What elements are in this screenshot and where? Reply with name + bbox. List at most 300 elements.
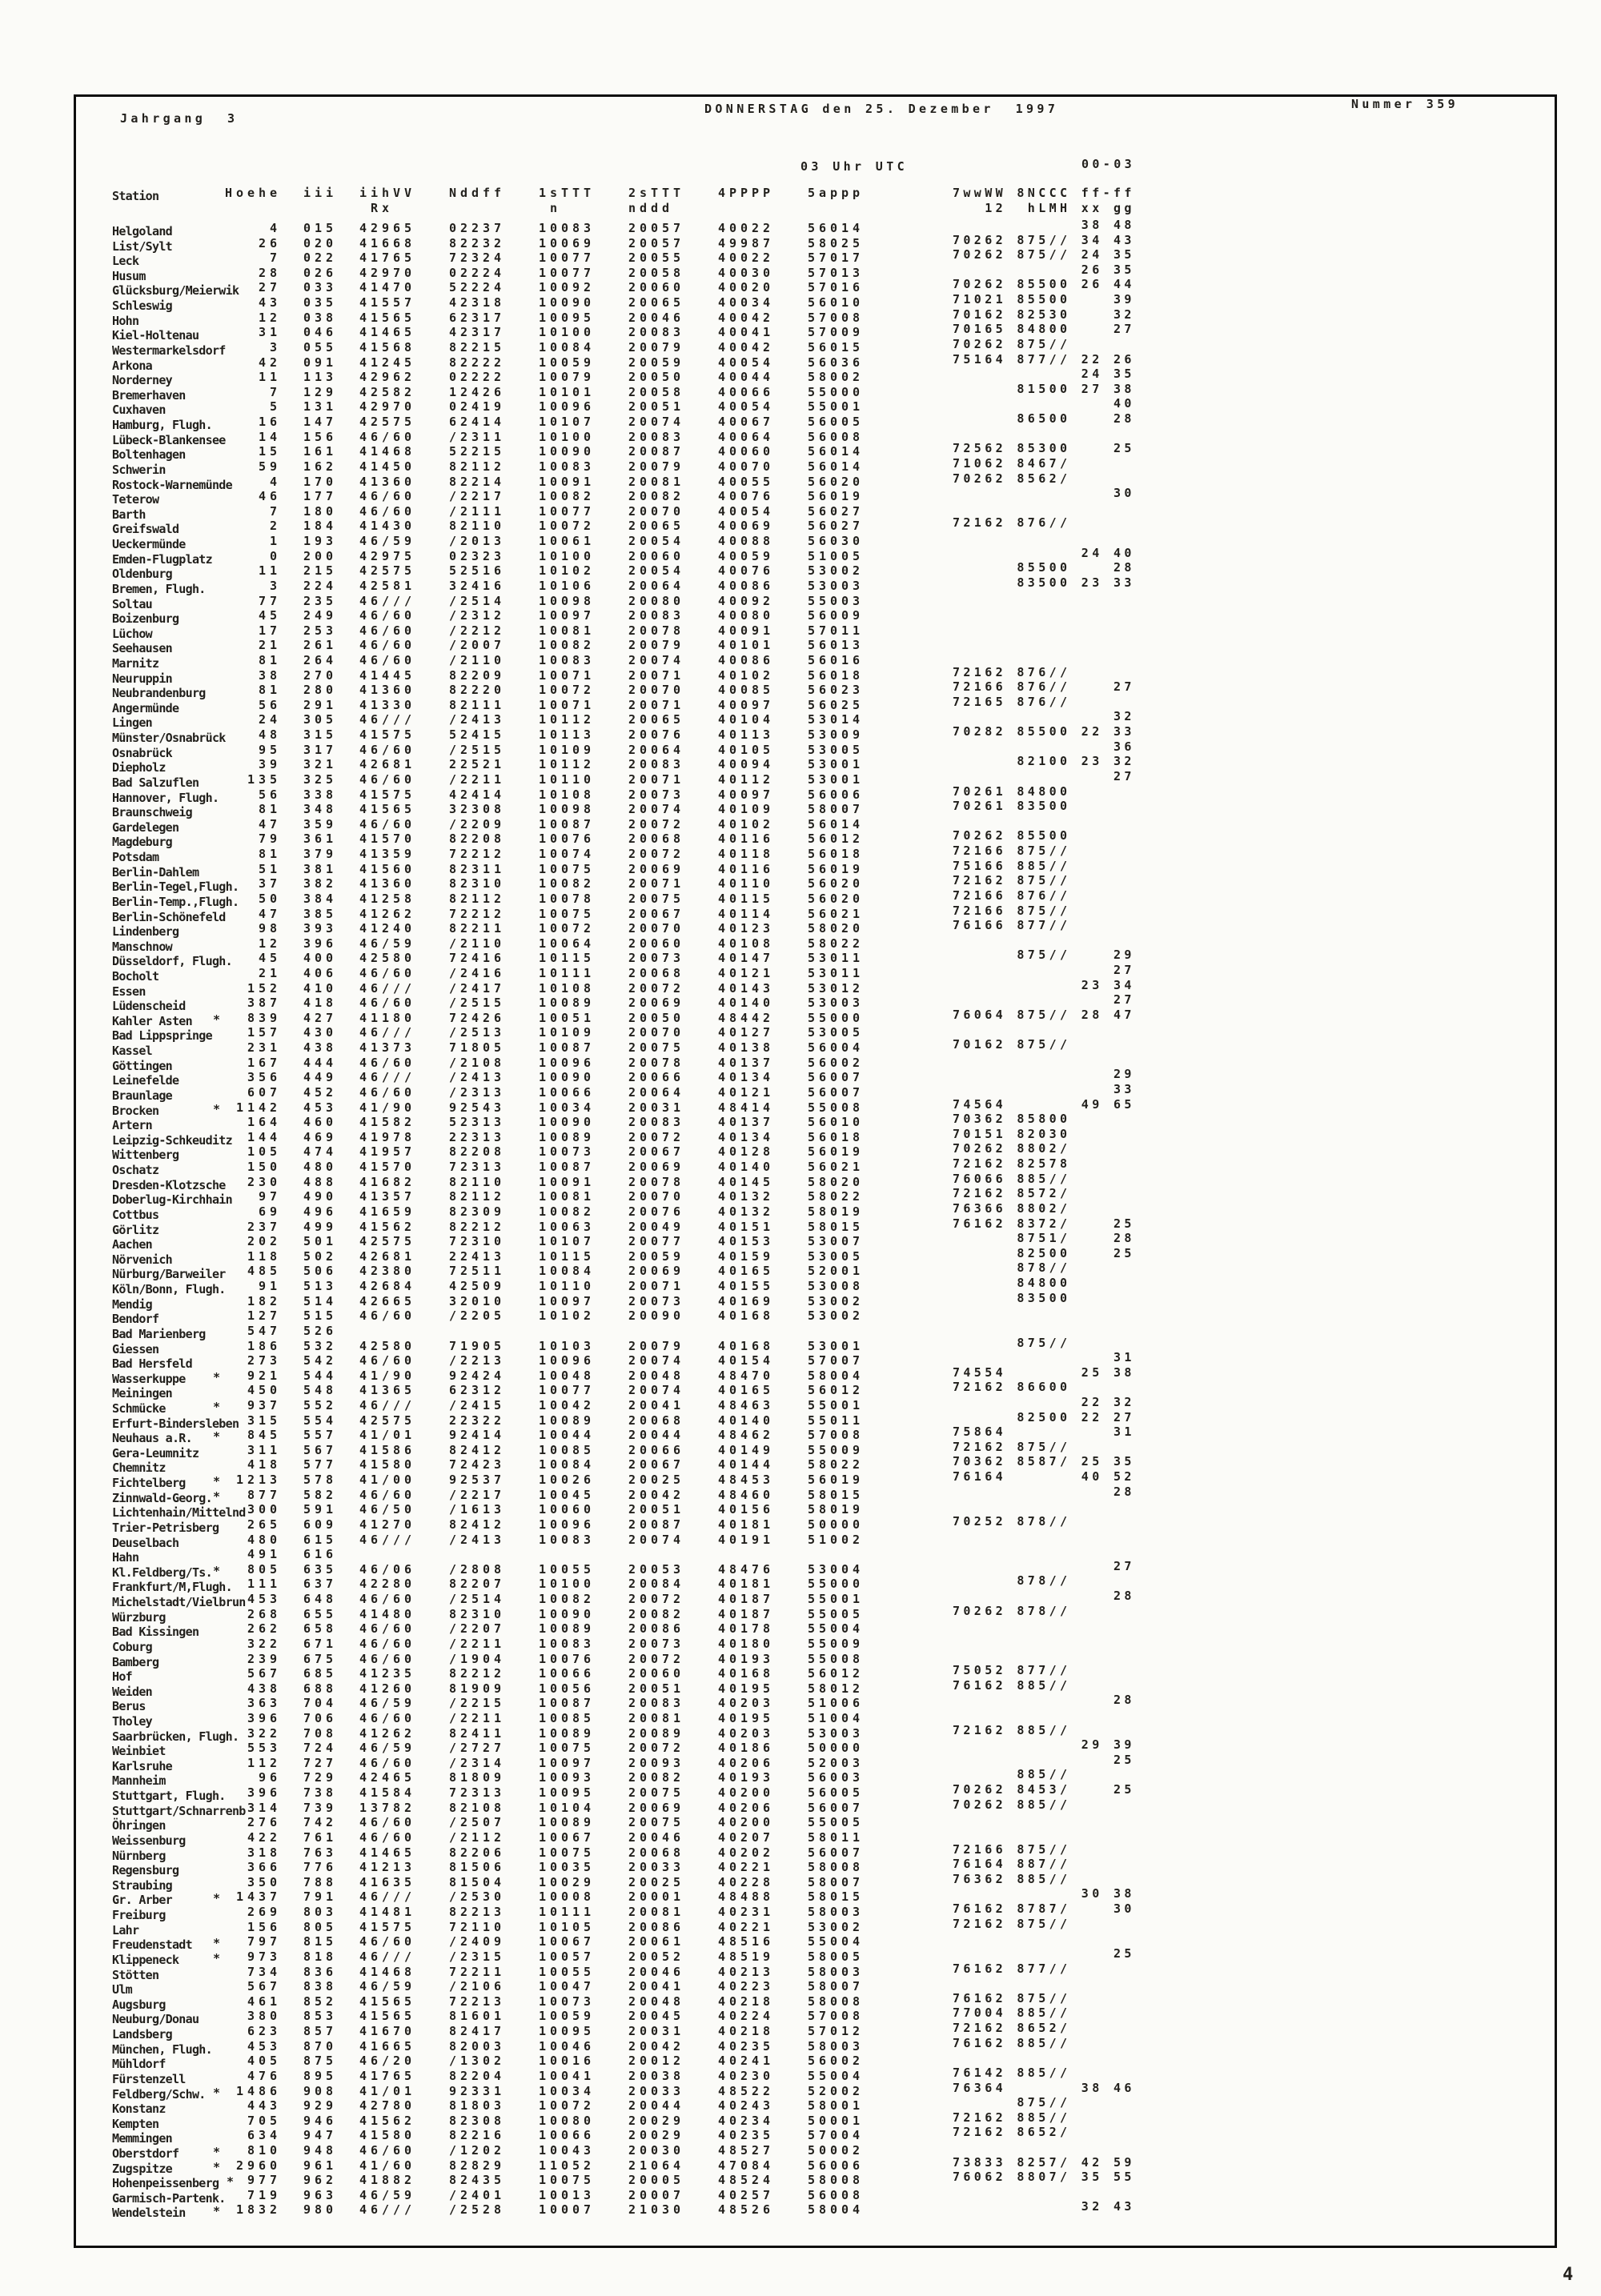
station-synop-data: 118 502 42681 22413 10115 20059 40159 53005 <box>236 1248 865 1264</box>
right-columns-subheader: 12 hLMH xx gg <box>953 201 1135 215</box>
station-synop-data: 43 035 41557 42318 10090 20065 40034 56010 <box>236 295 865 311</box>
station-synop-data: 845 557 41/01 92414 10044 20044 48462 57008 <box>236 1428 865 1443</box>
station-extra-data: 70165 84800 27 <box>953 322 1135 337</box>
station-synop-data: 24 305 46/// /2413 10112 20065 40104 53014 <box>236 712 865 727</box>
station-synop-data: 152 410 46/// /2417 10108 20072 40143 53012 <box>236 980 865 996</box>
mountain-station-marker: * <box>213 1950 220 1965</box>
mountain-station-marker: * <box>227 2174 234 2190</box>
station-extra-data: 83500 23 33 <box>953 575 1135 590</box>
station-extra-data: 70262 85500 <box>953 828 1135 843</box>
station-synop-data: 977 962 41882 82435 10075 20005 48524 58008 <box>236 2173 865 2188</box>
station-name: Artern <box>112 1118 152 1133</box>
station-name: Lingen <box>112 715 152 731</box>
station-extra-data: 72165 876// <box>953 694 1135 709</box>
station-synop-data: 56 291 41330 82111 10071 20071 40097 56025 <box>236 697 865 712</box>
right-columns-header: 7wwWW 8NCCC ff-ff <box>953 186 1135 200</box>
station-name: Bad Kissingen <box>112 1625 199 1640</box>
station-name: Hannover, Flugh. <box>112 790 219 805</box>
station-synop-data: 485 506 42380 72511 10084 20069 40165 52001 <box>236 1264 865 1279</box>
station-synop-data: 45 400 42580 72416 10115 20073 40147 53011 <box>236 951 865 966</box>
station-name: Wendelstein <box>112 2206 186 2221</box>
station-name: Wasserkuppe <box>112 1371 186 1386</box>
station-name: Norderney <box>112 373 172 388</box>
period-label: 00-03 <box>1081 157 1136 171</box>
station-name: Straubing <box>112 1877 172 1893</box>
station-extra-data: 29 39 <box>953 1737 1135 1753</box>
station-synop-data: 21 406 46/60 /2416 10111 20068 40121 53011 <box>236 966 865 980</box>
station-synop-data: 805 635 46/06 /2808 10055 20053 48476 53004 <box>236 1561 865 1577</box>
station-name: Trier-Petrisberg <box>112 1520 219 1535</box>
station-synop-data: 921 544 41/90 92424 10048 20048 48470 58004 <box>236 1368 865 1383</box>
main-columns-subheader: Rx n nddd <box>225 201 674 215</box>
station-name: Soltau <box>112 596 152 611</box>
station-synop-data: 318 763 41465 82206 10075 20068 40202 56007 <box>236 1845 865 1860</box>
mountain-station-marker: * <box>213 1429 220 1445</box>
station-synop-data: 230 488 41682 82110 10091 20078 40145 58020 <box>236 1174 865 1189</box>
station-extra-data: 76064 875// 28 47 <box>953 1007 1135 1022</box>
station-synop-data: 438 688 41260 81909 10056 20051 40195 58012 <box>236 1681 865 1696</box>
station-name: Landsberg <box>112 2027 172 2042</box>
station-extra-data: 72162 86600 <box>953 1380 1135 1395</box>
station-extra-data: 72166 875// <box>953 843 1135 859</box>
station-synop-data: 356 449 46/// /2413 10090 20066 40134 56007 <box>236 1070 865 1085</box>
station-synop-data: 491 616 <box>236 1547 338 1562</box>
station-synop-data: 156 805 41575 72110 10105 20086 40221 53002 <box>236 1919 865 1934</box>
station-synop-data: 1142 453 41/90 92543 10034 20031 48414 55008 <box>236 1100 865 1115</box>
station-extra-data: 77004 885// <box>953 2005 1135 2021</box>
station-synop-data: 26 020 41668 82232 10069 20057 49987 58025 <box>236 235 865 250</box>
station-name: Stötten <box>112 1967 159 1982</box>
station-name: Manschnow <box>112 939 172 954</box>
station-synop-data: 12 038 41565 62317 10095 20046 40042 57008 <box>236 310 865 325</box>
mountain-station-marker: * <box>213 1891 220 1906</box>
station-name: Dresden-Klotzsche <box>112 1177 226 1192</box>
station-synop-data: 1213 578 41/00 92537 10026 20025 48453 56019 <box>236 1473 865 1488</box>
station-synop-data: 16 147 42575 62414 10107 20074 40067 56005 <box>236 415 865 430</box>
station-name: Stuttgart, Flugh. <box>112 1789 226 1804</box>
station-name: Braunschweig <box>112 805 192 820</box>
station-name: Schmücke <box>112 1400 166 1416</box>
station-extra-data: 72166 875// <box>953 1841 1135 1857</box>
station-name: Augsburg <box>112 1997 166 2012</box>
station-synop-data: 7 022 41765 72324 10077 20055 40022 57017 <box>236 250 865 266</box>
station-name: Gardelegen <box>112 819 179 835</box>
station-synop-data: 11 215 42575 52516 10102 20054 40076 53002 <box>236 563 865 579</box>
station-name: Neuruppin <box>112 671 172 686</box>
station-extra-data: 30 <box>953 486 1135 501</box>
station-extra-data: 28 <box>953 1484 1135 1499</box>
station-synop-data: 1832 980 46/// /2528 10007 21030 48526 58004 <box>236 2202 865 2218</box>
mountain-station-marker: * <box>213 2204 220 2219</box>
station-name: Stuttgart/Schnarrenb <box>112 1803 246 1818</box>
station-synop-data: 39 321 42681 22521 10112 20083 40094 53001 <box>236 757 865 772</box>
station-synop-data: 56 338 41575 42414 10108 20073 40097 56006 <box>236 787 865 802</box>
station-extra-data: 75052 877// <box>953 1663 1135 1678</box>
station-name: Berlin-Tegel,Flugh. <box>112 880 239 895</box>
station-extra-data: 76164 40 52 <box>953 1469 1135 1485</box>
station-synop-data: 322 708 41262 82411 10089 20089 40203 53003 <box>236 1725 865 1741</box>
station-name: Weissenburg <box>112 1833 186 1848</box>
station-synop-data: 79 361 41570 82208 10076 20068 40116 56012 <box>236 831 865 847</box>
station-name: Oberstdorf <box>112 2146 179 2161</box>
station-synop-data: 396 738 41584 72313 10095 20075 40200 56005 <box>236 1785 865 1801</box>
station-synop-data: 135 325 46/60 /2211 10110 20071 40112 53001 <box>236 771 865 787</box>
station-name: Nürburg/Barweiler <box>112 1267 226 1282</box>
station-name: Husum <box>112 268 146 283</box>
station-synop-data: 69 496 41659 82309 10082 20076 40132 58019 <box>236 1204 865 1219</box>
station-synop-data: 46 177 46/60 /2217 10082 20082 40076 56019 <box>236 489 865 504</box>
station-extra-data: 72162 876// <box>953 664 1135 679</box>
mountain-station-marker: * <box>213 1012 220 1027</box>
station-name: Bad Salzuflen <box>112 775 199 790</box>
station-name: Greifswald <box>112 522 179 537</box>
station-name: Lübeck-Blankensee <box>112 432 226 447</box>
station-name: Kiel-Holtenau <box>112 328 199 343</box>
mountain-station-marker: * <box>213 2159 220 2174</box>
station-extra-data: 27 <box>953 1558 1135 1573</box>
station-synop-data: 396 706 46/60 /2211 10085 20081 40195 51004 <box>236 1711 865 1725</box>
station-extra-data: 86500 28 <box>953 411 1135 427</box>
station-name: Boltenhagen <box>112 447 186 463</box>
station-extra-data: 85500 28 <box>953 560 1135 575</box>
station-synop-data: 276 742 46/60 /2507 10089 20075 40200 55005 <box>236 1815 865 1830</box>
station-extra-data: 70162 82530 32 <box>953 307 1135 322</box>
station-extra-data: 76162 885// <box>953 1677 1135 1693</box>
station-synop-data: 28 026 42970 02224 10077 20058 40030 57013 <box>236 265 865 280</box>
station-synop-data: 453 648 46/60 /2514 10082 20072 40187 55001 <box>236 1592 865 1607</box>
station-extra-data: 875// 29 <box>953 948 1135 963</box>
station-extra-data: 27 <box>953 768 1135 783</box>
station-name: Neuhaus a.R. <box>112 1431 192 1446</box>
station-extra-data: 72162 885// <box>953 2110 1135 2125</box>
mountain-station-marker: * <box>213 1489 220 1504</box>
station-extra-data: 70262 875// 34 43 <box>953 232 1135 247</box>
station-name: Lahr <box>112 1922 139 1937</box>
station-synop-data: 47 385 41262 72212 10075 20067 40114 56021 <box>236 906 865 921</box>
station-name: Zugspitze <box>112 2161 172 2176</box>
station-synop-data: 262 658 46/60 /2207 10089 20086 40178 55004 <box>236 1621 865 1637</box>
station-synop-data: 314 739 13782 82108 10104 20069 40206 56007 <box>236 1800 865 1815</box>
station-name: Barth <box>112 507 146 522</box>
station-extra-data: 82500 25 <box>953 1245 1135 1260</box>
station-name: Bocholt <box>112 969 159 984</box>
station-synop-data: 547 526 <box>236 1323 338 1338</box>
station-extra-data: 26 35 <box>953 262 1135 277</box>
station-extra-data: 72562 85300 25 <box>953 441 1135 456</box>
station-extra-data: 29 <box>953 1067 1135 1082</box>
mountain-station-marker: * <box>213 1563 220 1578</box>
station-extra-data: 71062 8467/ <box>953 455 1135 471</box>
station-extra-data: 70262 875// 24 35 <box>953 247 1135 262</box>
station-name: Zinnwald-Georg. <box>112 1490 212 1505</box>
station-name: Bad Marienberg <box>112 1326 206 1341</box>
station-extra-data: 76142 885// <box>953 2065 1135 2080</box>
station-synop-data: 77 235 46/// /2514 10098 20080 40092 55003 <box>236 593 865 608</box>
station-name: Gr. Arber <box>112 1893 172 1908</box>
edition-label: Jahrgang 3 <box>120 111 239 126</box>
station-name: Schleswig <box>112 299 172 314</box>
station-synop-data: 1437 791 46/// /2530 10008 20001 48488 58015 <box>236 1889 865 1905</box>
station-name: Westermarkelsdorf <box>112 343 226 358</box>
station-extra-data: 72166 876// <box>953 888 1135 903</box>
station-name: Hof <box>112 1669 132 1685</box>
station-name: Braunlage <box>112 1088 172 1103</box>
station-synop-data: 443 929 42780 81803 10072 20044 40243 58001 <box>236 2098 865 2114</box>
station-name: Oldenburg <box>112 567 172 582</box>
mountain-station-marker: * <box>213 1936 220 1951</box>
station-synop-data: 2960 961 41/60 82829 11052 21064 47084 56006 <box>236 2158 865 2173</box>
station-synop-data: 182 514 42665 32010 10097 20073 40169 53002 <box>236 1293 865 1308</box>
station-name: Essen <box>112 984 146 999</box>
station-synop-data: 405 875 46/20 /1302 10016 20012 40241 56002 <box>236 2054 865 2069</box>
station-name: Marnitz <box>112 655 159 671</box>
station-extra-data: 76062 8807/ 35 55 <box>953 2170 1135 2185</box>
station-extra-data: 83500 <box>953 1290 1135 1305</box>
station-extra-data: 40 <box>953 396 1135 411</box>
station-name: Garmisch-Partenk. <box>112 2190 226 2206</box>
station-synop-data: 5 131 42970 02419 10096 20051 40054 55001 <box>236 399 865 415</box>
station-extra-data: 70262 8562/ <box>953 471 1135 486</box>
station-name: Kahler Asten <box>112 1013 192 1028</box>
station-extra-data: 72166 875// <box>953 903 1135 918</box>
station-name: Kassel <box>112 1044 152 1059</box>
station-extra-data: 32 43 <box>953 2199 1135 2214</box>
station-name: Feldberg/Schw. <box>112 2086 206 2102</box>
station-name: Memmingen <box>112 2131 172 2146</box>
station-name: Karlsruhe <box>112 1758 172 1773</box>
station-synop-data: 265 609 41270 82412 10096 20087 40181 50000 <box>236 1517 865 1532</box>
station-name: Gera-Leumnitz <box>112 1445 199 1461</box>
station-synop-data: 12 396 46/59 /2110 10064 20060 40108 58022 <box>236 936 865 951</box>
station-extra-data: 70262 8802/ <box>953 1141 1135 1156</box>
station-synop-data: 105 474 41957 82208 10073 20067 40128 56019 <box>236 1144 865 1160</box>
station-synop-data: 273 542 46/60 /2213 10096 20074 40154 57007 <box>236 1353 865 1368</box>
station-extra-data: 70151 82030 <box>953 1126 1135 1141</box>
station-extra-data: 75164 877// 22 26 <box>953 351 1135 367</box>
station-synop-data: 237 499 41562 82212 10063 20049 40151 58015 <box>236 1219 865 1234</box>
station-name: Bad Lippspringe <box>112 1028 212 1044</box>
station-synop-data: 719 963 46/59 /2401 10013 20007 40257 56008 <box>236 2187 865 2202</box>
station-name: Diepholz <box>112 760 166 775</box>
station-name: Arkona <box>112 358 152 373</box>
station-column-header: Station <box>112 189 159 203</box>
station-synop-data: 81 280 41360 82220 10072 20070 40085 56023 <box>236 683 865 698</box>
station-synop-data: 3 224 42581 32416 10106 20064 40086 53003 <box>236 578 865 593</box>
station-name: Seehausen <box>112 641 172 656</box>
station-synop-data: 202 501 42575 72310 10107 20077 40153 53007 <box>236 1234 865 1249</box>
station-synop-data: 269 803 41481 82213 10111 20081 40231 58003 <box>236 1905 865 1920</box>
station-name: Glücksburg/Meierwik <box>112 283 239 299</box>
station-name: Emden-Flugplatz <box>112 551 212 567</box>
mountain-station-marker: * <box>213 1101 220 1116</box>
station-synop-data: 96 729 42465 81809 10093 20082 40193 56003 <box>236 1770 865 1785</box>
station-name: Chemnitz <box>112 1461 166 1476</box>
station-extra-data: 76162 8372/ 25 <box>953 1216 1135 1231</box>
station-name: Doberlug-Kirchhain <box>112 1192 232 1208</box>
station-synop-data: 38 270 41445 82209 10071 20071 40102 56018 <box>236 667 865 683</box>
station-name: Osnabrück <box>112 745 172 760</box>
station-extra-data: 84800 <box>953 1276 1135 1291</box>
station-synop-data: 81 379 41359 72212 10074 20072 40118 56018 <box>236 847 865 862</box>
station-synop-data: 7 180 46/60 /2111 10077 20070 40054 56027 <box>236 503 865 519</box>
station-name: Kl.Feldberg/Ts. <box>112 1565 212 1580</box>
station-name: Bremen, Flugh. <box>112 581 206 596</box>
station-extra-data: 38 48 <box>953 218 1135 232</box>
station-synop-data: 186 532 42580 71905 10103 20079 40168 53001 <box>236 1338 865 1353</box>
station-name: Oschatz <box>112 1163 159 1178</box>
station-name: Giessen <box>112 1341 159 1356</box>
station-name: Neuburg/Donau <box>112 2012 199 2027</box>
station-synop-data: 231 438 41373 71805 10087 20075 40138 56004 <box>236 1040 865 1056</box>
station-name: Hohenpeissenberg <box>112 2176 219 2191</box>
station-extra-data: 72162 876// <box>953 515 1135 531</box>
station-name: Hohn <box>112 313 139 328</box>
station-name: List/Sylt <box>112 238 172 254</box>
station-name: Schwerin <box>112 462 166 477</box>
station-name: Köln/Bonn, Flugh. <box>112 1282 226 1297</box>
station-name: Nörvenich <box>112 1252 172 1267</box>
station-synop-data: 453 870 41665 82003 10046 20042 40235 58003 <box>236 2038 865 2054</box>
station-name: Konstanz <box>112 2102 166 2117</box>
station-extra-data: 70282 85500 22 33 <box>953 724 1135 739</box>
station-name: Michelstadt/Vielbrun <box>112 1595 246 1610</box>
station-name: Erfurt-Bindersleben <box>112 1416 239 1431</box>
station-name: Lüchow <box>112 626 152 641</box>
station-extra-data: 76362 885// <box>953 1871 1135 1886</box>
station-extra-data: 70261 83500 <box>953 799 1135 814</box>
station-synop-data: 553 724 46/59 /2727 10075 20072 40186 50000 <box>236 1741 865 1756</box>
station-synop-data: 91 513 42684 42509 10110 20071 40155 53008 <box>236 1279 865 1294</box>
station-extra-data: 885// <box>953 1767 1135 1782</box>
station-extra-data: 76162 877// <box>953 1961 1135 1976</box>
station-name: Weinbiet <box>112 1744 166 1759</box>
station-extra-data: 70252 878// <box>953 1513 1135 1529</box>
station-synop-data: 81 264 46/60 /2110 10083 20074 40086 56016 <box>236 652 865 667</box>
station-name: Berlin-Temp.,Flugh. <box>112 894 239 909</box>
station-synop-data: 15 161 41468 52215 10090 20087 40060 56014 <box>236 444 865 459</box>
station-extra-data: 72162 82578 <box>953 1156 1135 1172</box>
station-name: Leinefelde <box>112 1073 179 1088</box>
station-synop-data: 315 554 42575 22322 10089 20068 40140 55011 <box>236 1412 865 1428</box>
station-name: Magdeburg <box>112 835 172 850</box>
station-name: Kempten <box>112 2116 159 2131</box>
station-synop-data: 167 444 46/60 /2108 10096 20078 40137 56002 <box>236 1055 865 1070</box>
station-synop-data: 4 170 41360 82214 10091 20081 40055 56020 <box>236 474 865 489</box>
station-name: Mendig <box>112 1296 152 1312</box>
station-synop-data: 164 460 41582 52313 10090 20083 40137 56010 <box>236 1115 865 1130</box>
station-name: Frankfurt/M,Flugh. <box>112 1580 232 1595</box>
station-extra-data: 30 38 <box>953 1886 1135 1901</box>
station-synop-data: 4 015 42965 02237 10083 20057 40022 56014 <box>236 221 865 235</box>
station-synop-data: 810 948 46/60 /1202 10043 20030 48527 50002 <box>236 2142 865 2158</box>
station-extra-data: 72162 8652/ <box>953 2125 1135 2140</box>
station-synop-data: 322 671 46/60 /2211 10083 20073 40180 55009 <box>236 1636 865 1651</box>
station-synop-data: 734 836 41468 72211 10055 20046 40213 58003 <box>236 1964 865 1979</box>
station-name: Tholey <box>112 1714 152 1729</box>
station-name: Aachen <box>112 1237 152 1252</box>
station-synop-data: 47 359 46/60 /2209 10087 20072 40102 56014 <box>236 816 865 831</box>
station-extra-data: 36 <box>953 739 1135 754</box>
station-synop-data: 45 249 46/60 /2312 10097 20083 40080 56009 <box>236 608 865 623</box>
station-extra-data: 76162 875// <box>953 1990 1135 2005</box>
station-name: Würzburg <box>112 1609 166 1625</box>
station-extra-data: 76364 38 46 <box>953 2080 1135 2095</box>
station-name: Regensburg <box>112 1863 179 1878</box>
station-synop-data: 300 591 46/50 /1613 10060 20051 40156 58019 <box>236 1502 865 1517</box>
station-name: Hahn <box>112 1550 139 1565</box>
station-synop-data: 461 852 41565 72213 10073 20048 40218 58008 <box>236 1993 865 2009</box>
station-synop-data: 366 776 41213 81506 10035 20033 40221 58008 <box>236 1860 865 1875</box>
station-extra-data: 72162 875// <box>953 1439 1135 1454</box>
station-extra-data: 76162 8787/ 30 <box>953 1901 1135 1917</box>
station-name: Mannheim <box>112 1773 166 1789</box>
station-extra-data: 72166 876// 27 <box>953 679 1135 695</box>
station-name: Berus <box>112 1699 146 1714</box>
station-name: Bad Hersfeld <box>112 1356 192 1372</box>
station-extra-data: 875// <box>953 2095 1135 2110</box>
date-title: DONNERSTAG den 25. Dezember 1997 <box>704 102 1059 116</box>
station-name: Freudenstadt <box>112 1937 192 1953</box>
station-extra-data: 70262 878// <box>953 1603 1135 1618</box>
station-extra-data: 82500 22 27 <box>953 1409 1135 1424</box>
station-extra-data: 878// <box>953 1260 1135 1276</box>
station-name: München, Flugh. <box>112 2042 212 2057</box>
station-extra-data: 75864 31 <box>953 1424 1135 1440</box>
station-name: Lindenberg <box>112 924 179 940</box>
station-synop-data: 21 261 46/60 /2007 10082 20079 40101 56013 <box>236 638 865 653</box>
station-extra-data: 878// <box>953 1573 1135 1589</box>
mountain-station-marker: * <box>213 2144 220 2159</box>
station-synop-data: 422 761 46/60 /2112 10067 20046 40207 58011 <box>236 1829 865 1845</box>
mountain-station-marker: * <box>213 1369 220 1384</box>
station-name: Ulm <box>112 1982 132 1997</box>
station-synop-data: 95 317 46/60 /2515 10109 20064 40105 53005 <box>236 742 865 757</box>
mountain-station-marker: * <box>213 1399 220 1414</box>
station-synop-data: 450 548 41365 62312 10077 20074 40165 56012 <box>236 1383 865 1398</box>
station-extra-data: 76366 8802/ <box>953 1200 1135 1216</box>
station-synop-data: 937 552 46/// /2415 10042 20041 48463 55001 <box>236 1397 865 1412</box>
station-extra-data: 875// <box>953 1335 1135 1350</box>
station-synop-data: 363 704 46/59 /2215 10087 20083 40203 51006 <box>236 1696 865 1711</box>
mountain-station-marker: * <box>213 1474 220 1489</box>
station-name: Weiden <box>112 1684 152 1699</box>
station-name: Neubrandenburg <box>112 686 206 701</box>
station-synop-data: 50 384 41258 82112 10078 20075 40115 56020 <box>236 891 865 906</box>
station-extra-data: 23 34 <box>953 977 1135 992</box>
station-name: Angermünde <box>112 700 179 715</box>
station-extra-data: 82100 23 32 <box>953 754 1135 769</box>
station-extra-data: 76066 885// <box>953 1171 1135 1186</box>
station-synop-data: 634 947 41580 82216 10066 20029 40235 57004 <box>236 2128 865 2143</box>
station-synop-data: 48 315 41575 52415 10113 20076 40113 53009 <box>236 727 865 743</box>
station-extra-data: 25 <box>953 1752 1135 1767</box>
station-synop-data: 7 129 42582 12426 10101 20058 40066 55000 <box>236 384 865 399</box>
station-extra-data: 31 <box>953 1350 1135 1365</box>
station-extra-data: 70162 875// <box>953 1037 1135 1052</box>
station-name: Berlin-Schönefeld <box>112 909 226 924</box>
station-name: Potsdam <box>112 850 159 865</box>
station-synop-data: 3 055 41568 82215 10084 20079 40042 56015 <box>236 339 865 355</box>
station-name: Cuxhaven <box>112 403 166 418</box>
station-extra-data: 70262 85500 26 44 <box>953 277 1135 292</box>
station-name: Leipzig-Schkeuditz <box>112 1132 232 1148</box>
station-name: Coburg <box>112 1639 152 1654</box>
station-extra-data: 74564 49 65 <box>953 1096 1135 1112</box>
station-extra-data: 28 <box>953 1693 1135 1708</box>
station-synop-data: 387 418 46/60 /2515 10089 20069 40140 53003 <box>236 996 865 1011</box>
station-extra-data: 76166 877// <box>953 918 1135 933</box>
station-name: Nürnberg <box>112 1848 166 1863</box>
